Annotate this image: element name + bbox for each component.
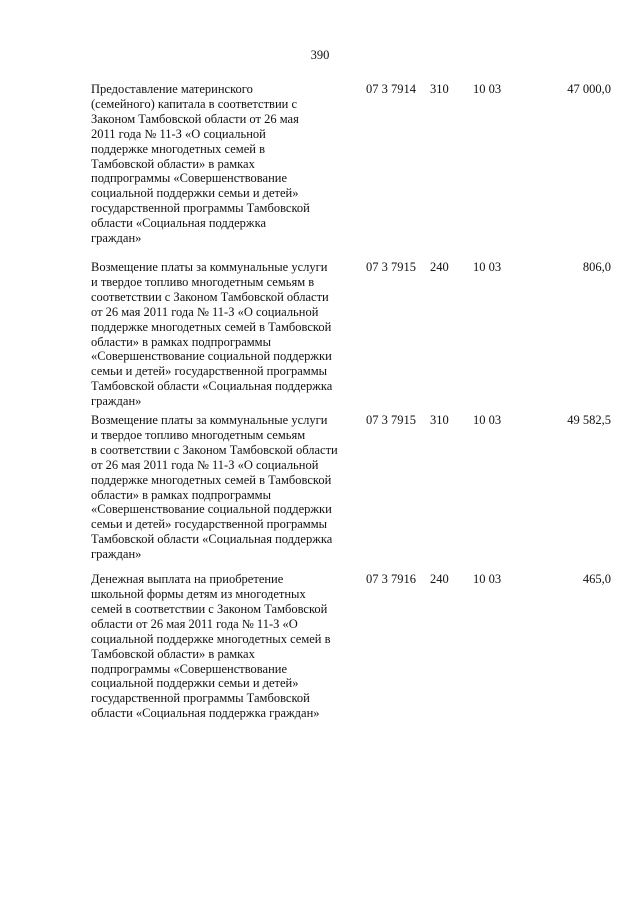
section-code: 10 03 (473, 82, 502, 96)
target-article-code: 07 3 7915 (366, 259, 416, 274)
table-row (91, 260, 611, 409)
budget-table (91, 82, 611, 721)
table-row (91, 572, 611, 721)
expense-type-code: 240 (430, 572, 449, 587)
section-code: 10 03 (473, 572, 502, 587)
row-description: Денежная выплата на приобретение школьной формы детям из многодетных семей в соответствии с Законом Тамбовской области от 26 мая 2011 года № 11-З «О социальной поддержке многодетных семей в Тамбовской области» в рамках подпрограммы «Совершенствование социальной поддержки семьи и детей» государственной программы Тамбовской области «Социальная поддержка граждан» (91, 572, 331, 721)
table-row (91, 82, 611, 246)
row-description: Возмещение платы за коммунальные услуги и твердое топливо многодетным семьям в соответствии с Законом Тамбовской области от 26 мая 2011 года № 11-З «О социальной поддержке многодетных семей в Тамбовской области» в рамках подпрограммы «Совершенствование социальной поддержки семьи и детей» государственной программы Тамбовской области «Социальная поддержка граждан» (91, 413, 338, 562)
section-code: 10 03 (473, 413, 502, 428)
section-code: 10 03 (473, 259, 502, 274)
expense-type-code: 310 (430, 413, 449, 428)
row-description: Возмещение платы за коммунальные услуги и твердое топливо многодетным семьям в соответствии с Законом Тамбовской области от 26 мая 2011 года № 11-З «О социальной поддержке многодетных семей в Тамбовской области» в рамках подпрограммы «Совершенствование социальной поддержки семьи и детей» государственной программы Тамбовской области «Социальная поддержка граждан» (91, 259, 333, 409)
target-article-code: 07 3 7915 (366, 413, 416, 428)
page-number: 390 (310, 48, 330, 62)
target-article-code: 07 3 7916 (366, 572, 416, 587)
amount: 49 582,5 (567, 413, 611, 428)
table-row (91, 413, 611, 562)
amount: 47 000,0 (567, 82, 611, 96)
target-article-code: 07 3 7914 (366, 82, 416, 96)
row-description: Предоставление материнского (семейного) капитала в соответствии с Законом Тамбовской области от 26 мая 2011 года № 11-З «О социальной поддержке многодетных семей в Тамбовской области» в рамках подпрограммы «Совершенствование социальной поддержки семьи и детей» государственной программы Тамбовской области «Социальная поддержка граждан» (91, 82, 310, 246)
amount: 806,0 (582, 259, 611, 274)
expense-type-code: 240 (430, 259, 449, 274)
expense-type-code: 310 (430, 82, 449, 96)
amount: 465,0 (582, 572, 611, 587)
